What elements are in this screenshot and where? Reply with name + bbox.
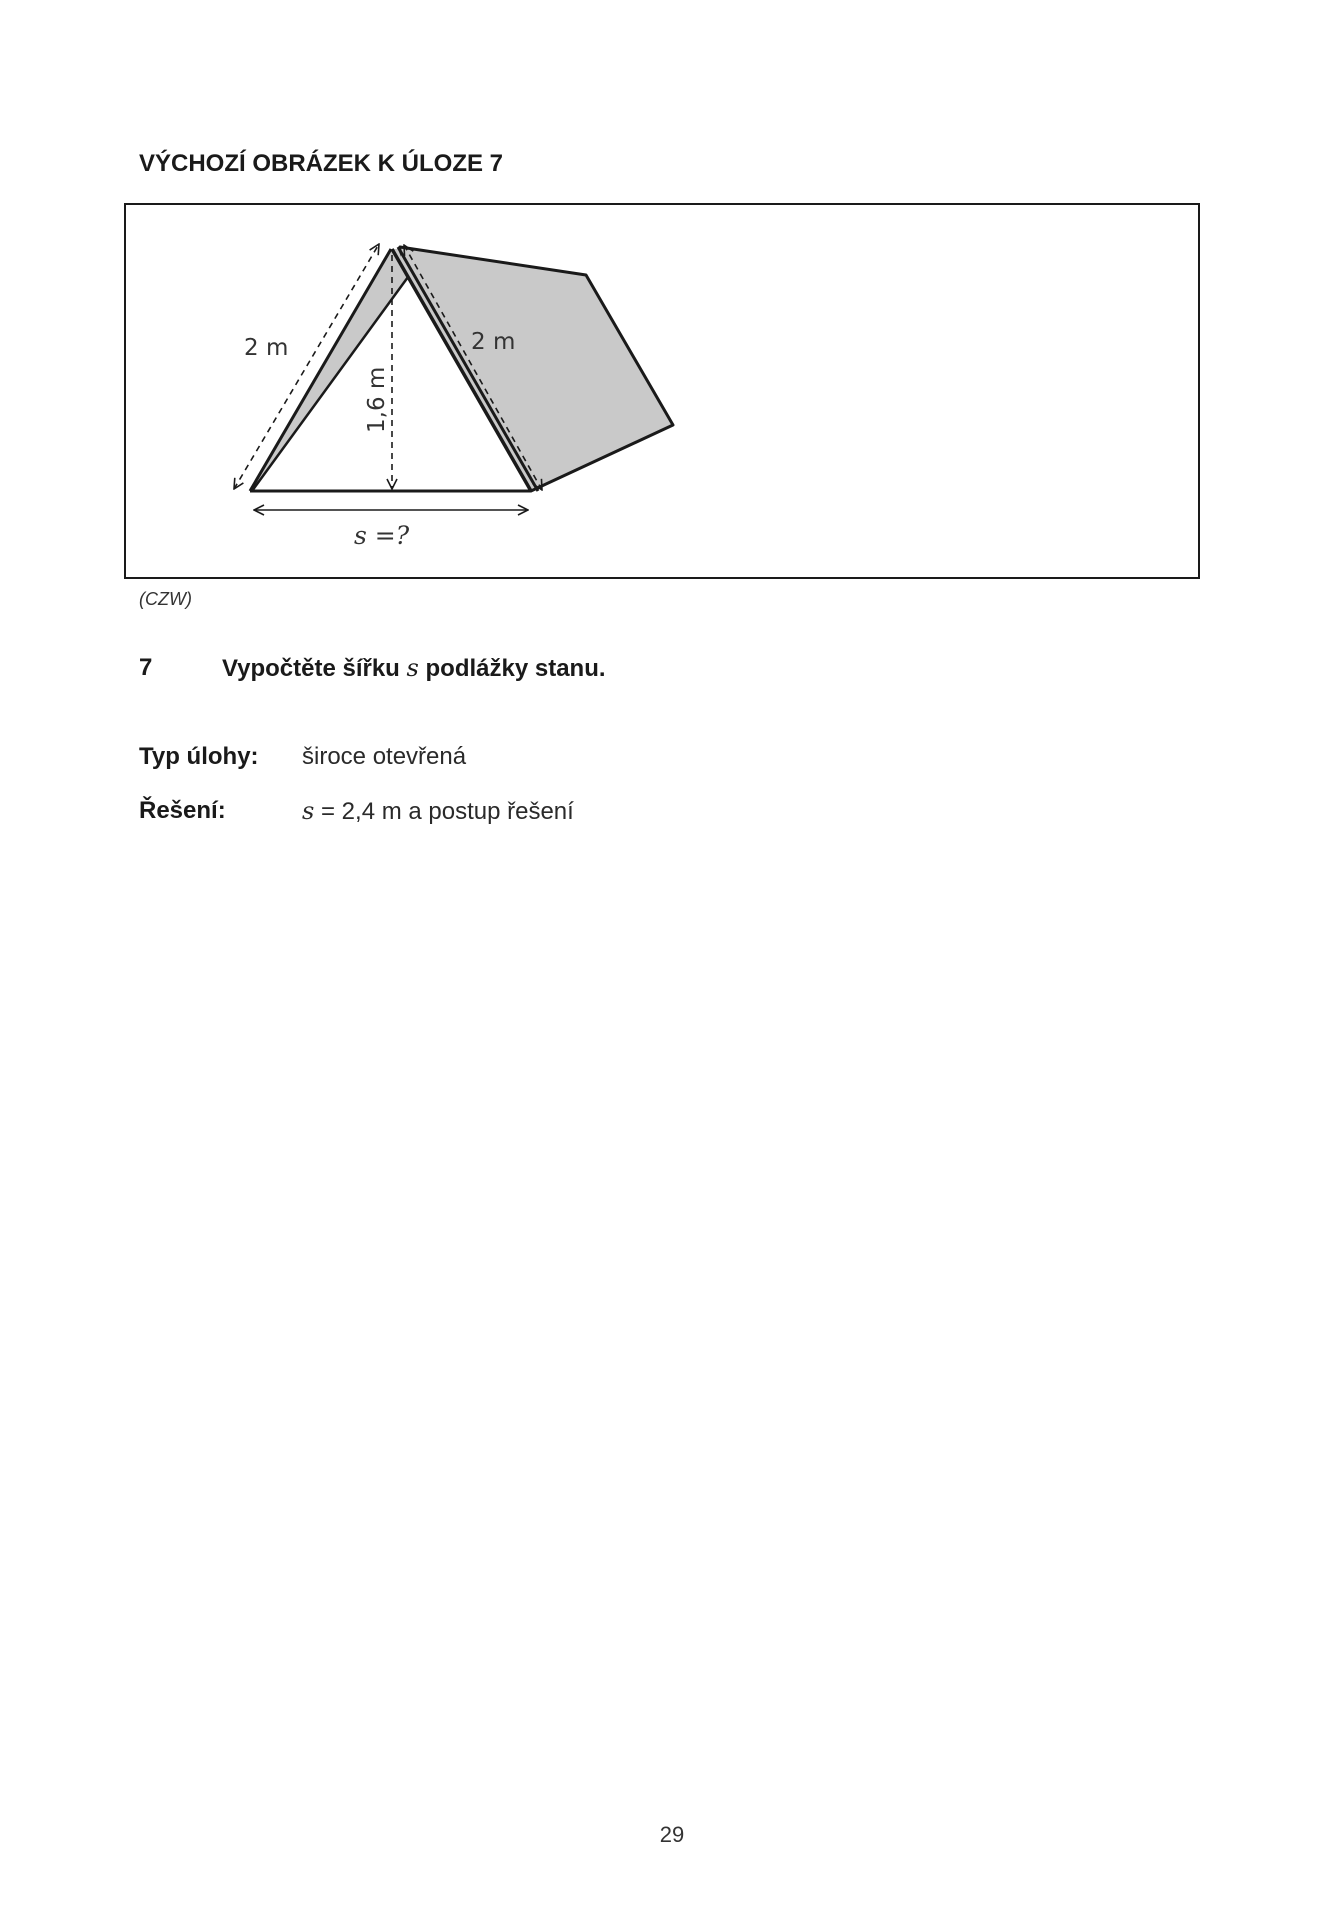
left-side-label: 2 m xyxy=(244,335,289,361)
solution-value xyxy=(302,797,574,826)
task-type-label: Typ úlohy: xyxy=(139,743,259,770)
task-text xyxy=(222,654,606,683)
page-number: 29 xyxy=(659,1822,685,1847)
task-text-before: Vypočtěte šířku xyxy=(222,655,407,682)
tent-diagram xyxy=(126,205,1202,581)
tent-figure-box xyxy=(124,203,1200,579)
task-number: 7 xyxy=(139,654,153,681)
solution-variable: s xyxy=(302,797,315,825)
task-variable: s xyxy=(406,654,419,682)
base-label: s =? xyxy=(354,521,410,550)
height-label: 1,6 m xyxy=(364,366,390,433)
solution-value-rest: = 2,4 m a postup řešení xyxy=(314,798,574,825)
solution-label: Řešení: xyxy=(139,797,226,824)
page-heading: VÝCHOZÍ OBRÁZEK K ÚLOZE 7 xyxy=(139,150,504,177)
figure-source: (CZW) xyxy=(139,589,192,609)
right-side-label: 2 m xyxy=(471,329,516,355)
task-type-value: široce otevřená xyxy=(302,743,467,770)
task-text-after: podlážky stanu. xyxy=(418,655,606,682)
